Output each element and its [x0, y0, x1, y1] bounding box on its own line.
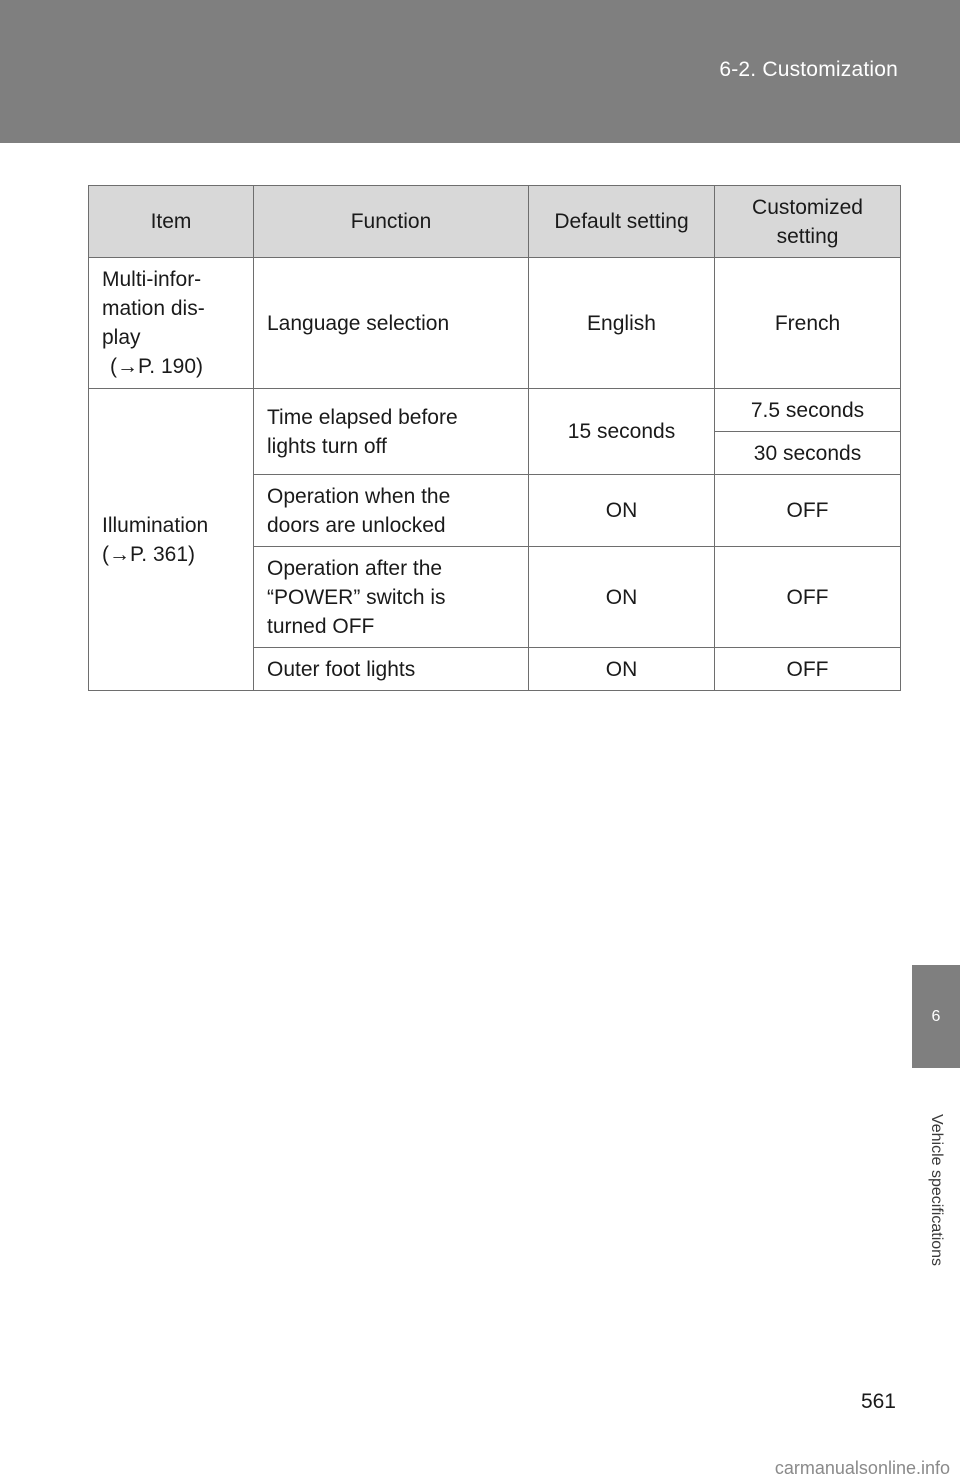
default-cell: English: [529, 258, 715, 389]
customized-cell: OFF: [715, 648, 901, 691]
customized-cell: OFF: [715, 547, 901, 648]
default-cell: ON: [529, 475, 715, 547]
item-cell: [89, 258, 254, 389]
function-cell: Time elapsed before lights turn off: [254, 389, 529, 475]
table-row: [89, 258, 901, 389]
column-header-customized: Customized setting: [715, 186, 901, 258]
function-cell: Language selection: [254, 258, 529, 389]
function-cell: Operation when the doors are unlocked: [254, 475, 529, 547]
section-title: 6-2. Customization: [719, 58, 898, 81]
column-header-item: Item: [89, 186, 254, 258]
customized-cell: OFF: [715, 475, 901, 547]
table-header-row: [89, 186, 901, 258]
customization-table: [88, 185, 901, 691]
chapter-tab-number: 6: [912, 965, 960, 1068]
default-cell: ON: [529, 648, 715, 691]
chapter-tab-text: Vehicle specifications: [928, 1113, 945, 1267]
column-header-function: Function: [254, 186, 529, 258]
function-cell: Operation after the “POWER” switch is turned OFF: [254, 547, 529, 648]
default-cell: 15 seconds: [529, 389, 715, 475]
item-name: Illumination: [102, 513, 209, 537]
default-cell: ON: [529, 547, 715, 648]
watermark: carmanualsonline.info: [774, 1458, 950, 1478]
page-number: 561: [860, 1390, 896, 1413]
function-cell: Outer foot lights: [254, 648, 529, 691]
chapter-tab-label: [916, 1080, 956, 1300]
customized-cell: 30 seconds: [715, 432, 901, 475]
page-reference: (→P. 190): [110, 355, 203, 378]
customized-cell: French: [715, 258, 901, 389]
table-row: [89, 389, 901, 432]
item-cell: [89, 389, 254, 691]
column-header-default: Default setting: [529, 186, 715, 258]
customized-cell: 7.5 seconds: [715, 389, 901, 432]
page-reference: (→P. 361): [102, 542, 195, 566]
item-name: Multi-infor- mation dis- play: [102, 268, 205, 349]
